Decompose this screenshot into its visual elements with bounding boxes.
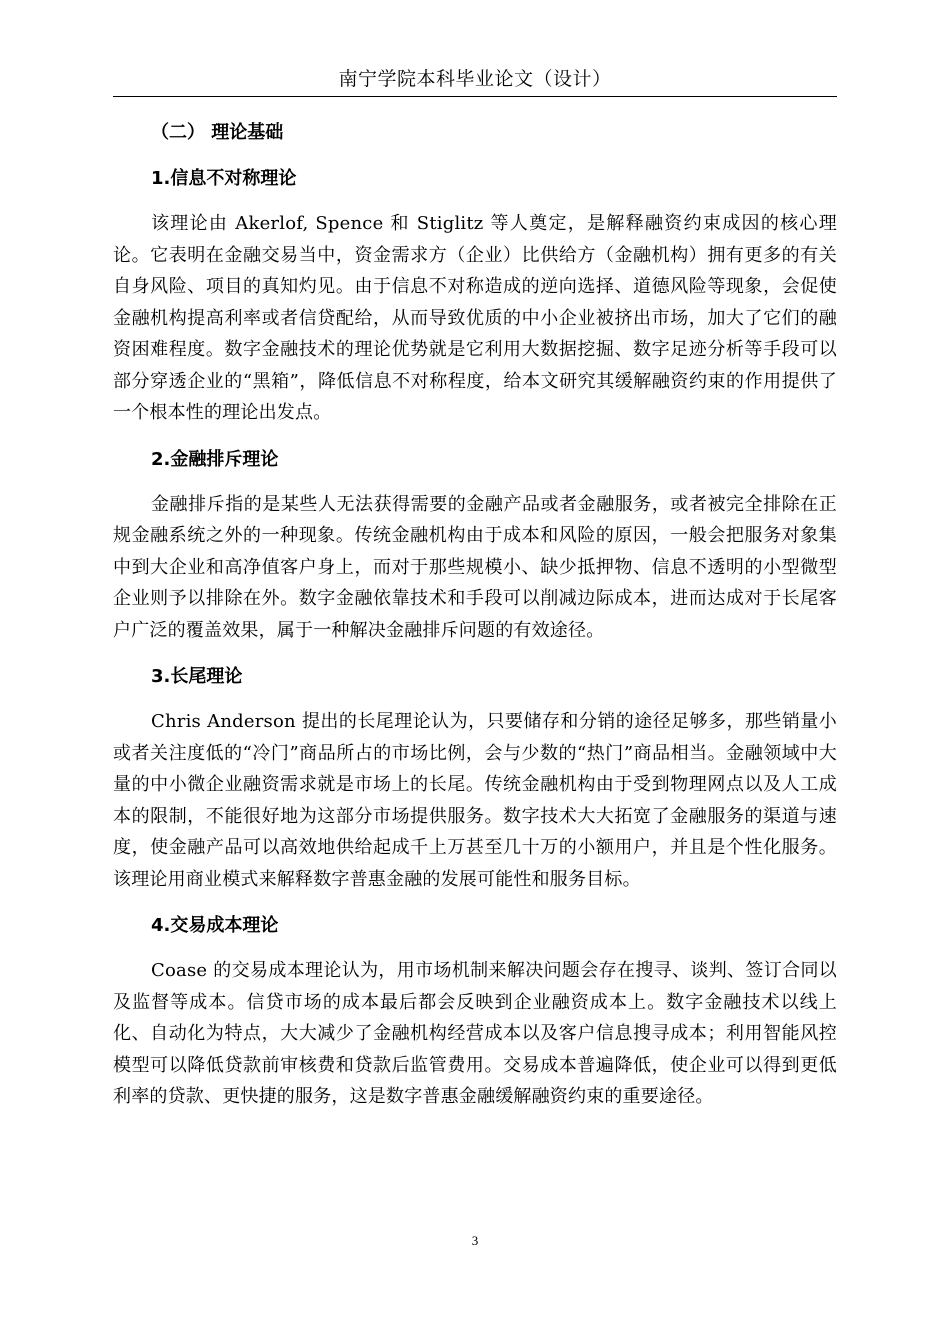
paragraph-financial-exclusion: 金融排斥指的是某些人无法获得需要的金融产品或者金融服务，或者被完全排除在正规金融系统之外的一种现象。传统金融机构由于成本和风险的原因，一般会把服务对象集中到大企业和高净值客户身上，而对于那些规模小、缺少抵押物、信息不透明的小型微型企业则予以排除在外。数字金融依靠技术和手段可以削减边际成本，进而达成对于长尾客户广泛的覆盖效果，属于一种解决金融排斥问题的有效途径。 [113,493,837,641]
subsection-heading-information-asymmetry: 1.信息不对称理论 [151,168,297,189]
header-rule [113,96,837,97]
paragraph-long-tail: Chris Anderson 提出的长尾理论认为，只要储存和分销的途径足够多，那些销量小或者关注度低的“冷门”商品所占的市场比例，会与少数的“热门”商品相当。金融领域中大量的中小微企业融资需求就是市场上的长尾。传统金融机构由于受到物理网点以及人工成本的限制，不能很好地为这部分市场提供服务。数字技术大大拓宽了金融服务的渠道与速度，使金融产品可以高效地供给起成千上万甚至几十万的小额用户，并且是个性化服务。该理论用商业模式来解释数字普惠金融的发展可能性和服务目标。 [113,711,837,890]
section-heading: （二） 理论基础 [151,122,284,143]
running-header: 南宁学院本科毕业论文（设计） [338,68,612,90]
page-number: 3 [471,1233,479,1248]
subsection-heading-long-tail: 3.长尾理论 [151,666,243,687]
subsection-heading-transaction-cost: 4.交易成本理论 [151,915,279,936]
paragraph-information-asymmetry: 该理论由 Akerlof, Spence 和 Stiglitz 等人奠定，是解释融资约束成因的核心理论。它表明在金融交易当中，资金需求方（企业）比供给方（金融机构）拥有更多的有关自身风险、项目的真知灼见。由于信息不对称造成的逆向选择、道德风险等现象，会促使金融机构提高利率或者信贷配给，从而导致优质的中小企业被挤出市场，加大了它们的融资困难程度。数字金融技术的理论优势就是它利用大数据挖掘、数字足迹分析等手段可以部分穿透企业的“黑箱”，降低信息不对称程度，给本文研究其缓解融资约束的作用提供了一个根本性的理论出发点。 [113,213,837,423]
subsection-heading-financial-exclusion: 2.金融排斥理论 [151,448,279,470]
page-content [113,118,837,1129]
paragraph-transaction-cost: Coase 的交易成本理论认为，用市场机制来解决问题会存在搜寻、谈判、签订合同以及监督等成本。信贷市场的成本最后都会反映到企业融资成本上。数字金融技术以线上化、自动化为特点，大大减少了金融机构经营成本以及客户信息搜寻成本；利用智能风控模型可以降低贷款前审核费和贷款后监管费用。交易成本普遍降低，使企业可以得到更低利率的贷款、更快捷的服务，这是数字普惠金融缓解融资约束的重要途径。 [113,960,837,1107]
